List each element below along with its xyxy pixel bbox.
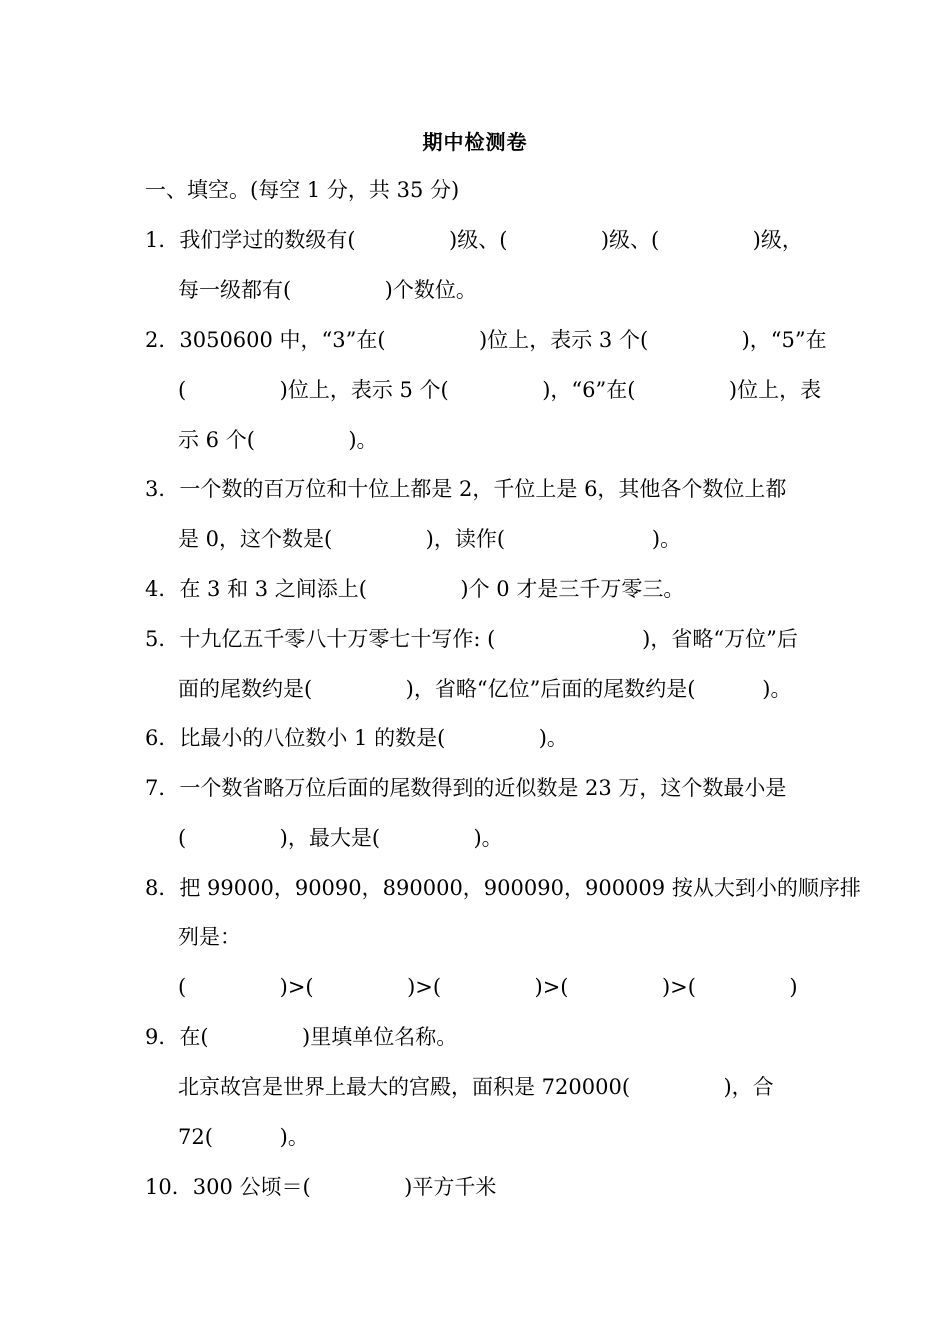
question-5-line-2: 面的尾数约是( )，省略“亿位”后面的尾数约是( )。 bbox=[178, 677, 792, 701]
question-8-line-2: 列是： bbox=[178, 925, 241, 949]
question-1-line-2: 每一级都有( )个数位。 bbox=[178, 278, 477, 302]
question-7-line-1: 7．一个数省略万位后面的尾数得到的近似数是 23 万，这个数最小是 bbox=[145, 776, 787, 800]
question-9-line-1: 9．在( )里填单位名称。 bbox=[145, 1025, 458, 1049]
question-8-line-1: 8．把 99000，90090，890000，900090，900009 按从大到小的顺序排 bbox=[145, 876, 861, 900]
page-title: 期中检测卷 bbox=[422, 130, 528, 154]
question-9-line-3: 72( )。 bbox=[178, 1125, 309, 1149]
question-2-line-1: 2．3050600 中，“3”在( )位上，表示 3 个( )，“5”在 bbox=[145, 328, 827, 352]
question-2-line-2: ( )位上，表示 5 个( )，“6”在( )位上，表 bbox=[178, 378, 822, 402]
question-2-line-3: 示 6 个( )。 bbox=[178, 428, 378, 452]
question-5-line-1: 5．十九亿五千零八十万零七十写作: ( )，省略“万位”后 bbox=[145, 627, 798, 651]
question-1-line-1: 1．我们学过的数级有( )级、( )级、( )级， bbox=[145, 228, 803, 252]
question-8-line-3: ( )>( )>( )>( )>( ) bbox=[178, 975, 798, 999]
question-6-line-1: 6．比最小的八位数小 1 的数是( )。 bbox=[145, 726, 568, 750]
question-9-line-2: 北京故宫是世界上最大的宫殿，面积是 720000( )，合 bbox=[178, 1075, 774, 1099]
question-3-line-2: 是 0，这个数是( )，读作( )。 bbox=[178, 527, 682, 551]
section-heading: 一、填空。(每空 1 分，共 35 分) bbox=[145, 178, 460, 202]
question-3-line-1: 3．一个数的百万位和十位上都是 2，千位上是 6，其他各个数位上都 bbox=[145, 477, 787, 501]
question-10-line-1: 10．300 公顷＝( )平方千米 bbox=[145, 1175, 497, 1199]
question-4-line-1: 4．在 3 和 3 之间添上( )个 0 才是三千万零三。 bbox=[145, 577, 685, 601]
question-7-line-2: ( )，最大是( )。 bbox=[178, 826, 503, 850]
